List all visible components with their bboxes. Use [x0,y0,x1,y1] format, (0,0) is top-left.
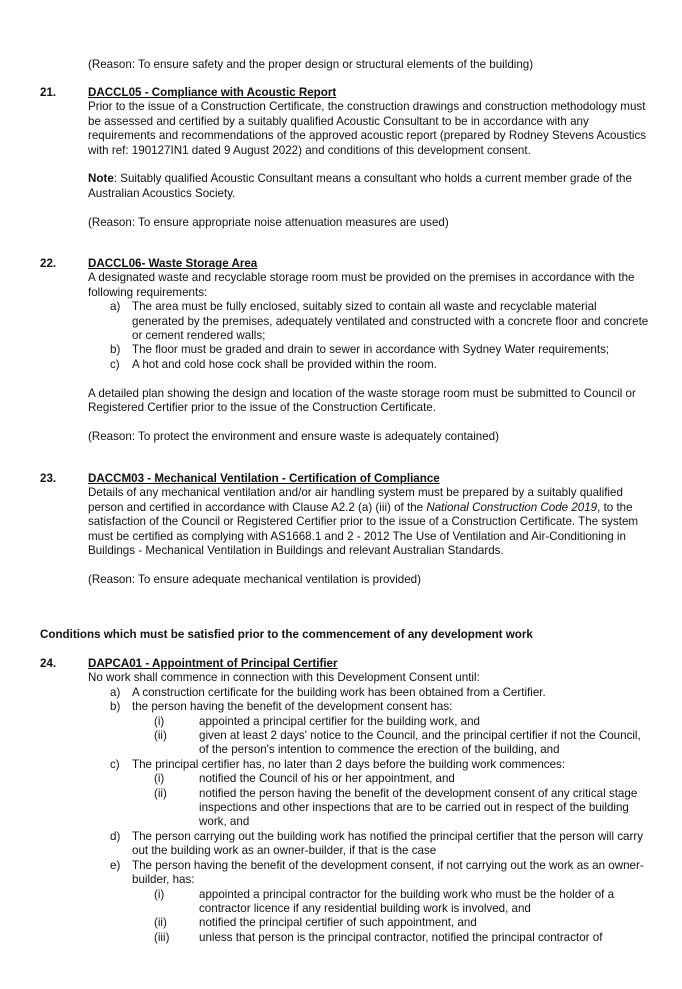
sub-item-label: (ii) [154,916,167,930]
condition-body [88,486,650,558]
item-text: The principal certifier has, no later than 2 days before the building work commences: [132,757,566,771]
item-text: A hot and cold hose cock shall be provided within the room. [132,357,437,371]
sub-item [132,888,650,917]
condition-number: 22. [40,257,57,270]
condition-body: Prior to the issue of a Construction Certificate, the construction drawings and construction methodology must be assessed and certified by a suitably qualified Acoustic Consultant to be in accordance with any requirements and recommendations of the approved acoustic report (prepared by Rodney Stevens Acoustics with ref: 190127IN1 dated 9 August 2022) and conditions of this development consent. [88,100,647,157]
list-item [88,859,650,945]
sub-item-text: unless that person is the principal contractor, notified the principal contractor of [199,930,603,944]
item-label: c) [110,757,120,771]
condition-title: DACCL06- Waste Storage Area [88,257,258,270]
sub-item-label: (ii) [154,729,167,743]
sub-item [132,931,650,945]
item-text: A construction certificate for the building work has been obtained from a Certifier. [132,685,546,699]
condition-intro: No work shall commence in connection with this Development Consent until: [88,671,480,685]
item-text: The person having the benefit of the development consent, if not carrying out the work as an owner-builder, has: [132,858,644,887]
condition-title: DAPCA01 - Appointment of Principal Certifier [88,657,338,670]
item-label: d) [110,829,121,843]
item-text: The person carrying out the building work has notified the principal certifier that the person will carry out the building work as an owner-builder, if that is the case [132,829,644,858]
item-text: The floor must be graded and drain to sewer in accordance with Sydney Water requirements; [132,343,610,357]
reason-text: (Reason: To ensure appropriate noise attenuation measures are used) [88,215,449,229]
reason-text: (Reason: To ensure adequate mechanical ventilation is provided) [88,572,421,586]
sub-item [132,916,650,930]
condition-plan: A detailed plan showing the design and location of the waste storage room must be submitted to Council or Registered Certifier prior to the issue of the Construction Certificate. [88,386,636,415]
list-item [88,700,650,758]
condition-number: 24. [40,657,57,670]
sub-item-label: (i) [154,887,165,901]
list-item [88,358,650,372]
sub-item-text: appointed a principal certifier for the building work, and [199,714,480,728]
reason-text: (Reason: To protect the environment and ensure waste is adequately contained) [88,429,499,443]
item-label: a) [110,300,121,314]
sub-list [132,715,650,758]
sub-item [132,729,650,758]
sub-item-text: given at least 2 days' notice to the Council, and the principal certifier if not the Council, of the person's intention to commence the erection of the building, and [199,729,641,757]
sub-item-label: (i) [154,714,165,728]
item-label: a) [110,685,121,699]
requirements-list [88,300,650,372]
item-label: c) [110,357,120,371]
sub-item-text: notified the Council of his or her appointment, and [199,772,455,786]
reason-text: (Reason: To ensure safety and the proper design or structural elements of the building) [88,58,534,71]
requirements-list [88,686,650,945]
body-text: Details of any mechanical ventilation and/or air handling system must be prepared by a suitably qualified person and certified in accordance with Clause A2.2 (a) (iii) of the [88,486,623,514]
item-label: b) [110,343,121,357]
list-item [88,300,650,343]
item-label: b) [110,700,121,714]
list-item [88,686,650,700]
sub-item-label: (i) [154,772,165,786]
list-item [88,830,650,859]
note-text: : Suitably qualified Acoustic Consultant means a consultant who holds a current member grade of the Australian Acoustics Society. [88,172,632,200]
condition-number: 23. [40,472,57,485]
list-item [88,343,650,357]
sub-item-text: notified the principal certifier of such appointment, and [199,916,477,930]
sub-item-label: (ii) [154,786,167,800]
item-label: e) [110,858,121,872]
item-text: the person having the benefit of the development consent has: [132,700,453,714]
sub-item [132,715,650,729]
sub-item [132,772,650,786]
sub-item [132,787,650,830]
sub-item-text: appointed a principal contractor for the building work who must be the holder of a contractor licence if any residential building work is involved, and [199,887,615,915]
body-italic-text: National Construction Code 2019 [426,500,598,514]
condition-intro: A designated waste and recyclable storage room must be provided on the premises in accordance with the following requirements: [88,271,635,299]
list-item [88,758,650,830]
section-heading: Conditions which must be satisfied prior to the commencement of any development work [40,628,533,641]
condition-note [88,172,650,201]
body-text: , to the satisfaction of the Council or Registered Certifier prior to the issue of a Construction Certificate. The system must be certified as complying with AS1668.1 and 2 - 2012 The Use of Ventilation and Air-Conditioning in Buildings - Mechanical Ventilation in Buildings and relevant Australian Standards. [88,500,639,558]
item-text: The area must be fully enclosed, suitably sized to contain all waste and recyclable material generated by the premises, adequately ventilated and constructed with a concrete floor and concrete or cement rendered walls; [132,300,649,343]
sub-item-label: (iii) [154,930,170,944]
sub-item-text: notified the person having the benefit of the development consent of any critical stage inspections and other inspections that are to be carried out in respect of the building work, and [199,786,638,829]
condition-number: 21. [40,86,57,99]
condition-title: DACCL05 - Compliance with Acoustic Report [88,86,337,99]
sub-list [132,772,650,830]
note-label: Note [88,172,114,186]
sub-list [132,888,650,946]
condition-title: DACCM03 - Mechanical Ventilation - Certification of Compliance [88,472,440,485]
